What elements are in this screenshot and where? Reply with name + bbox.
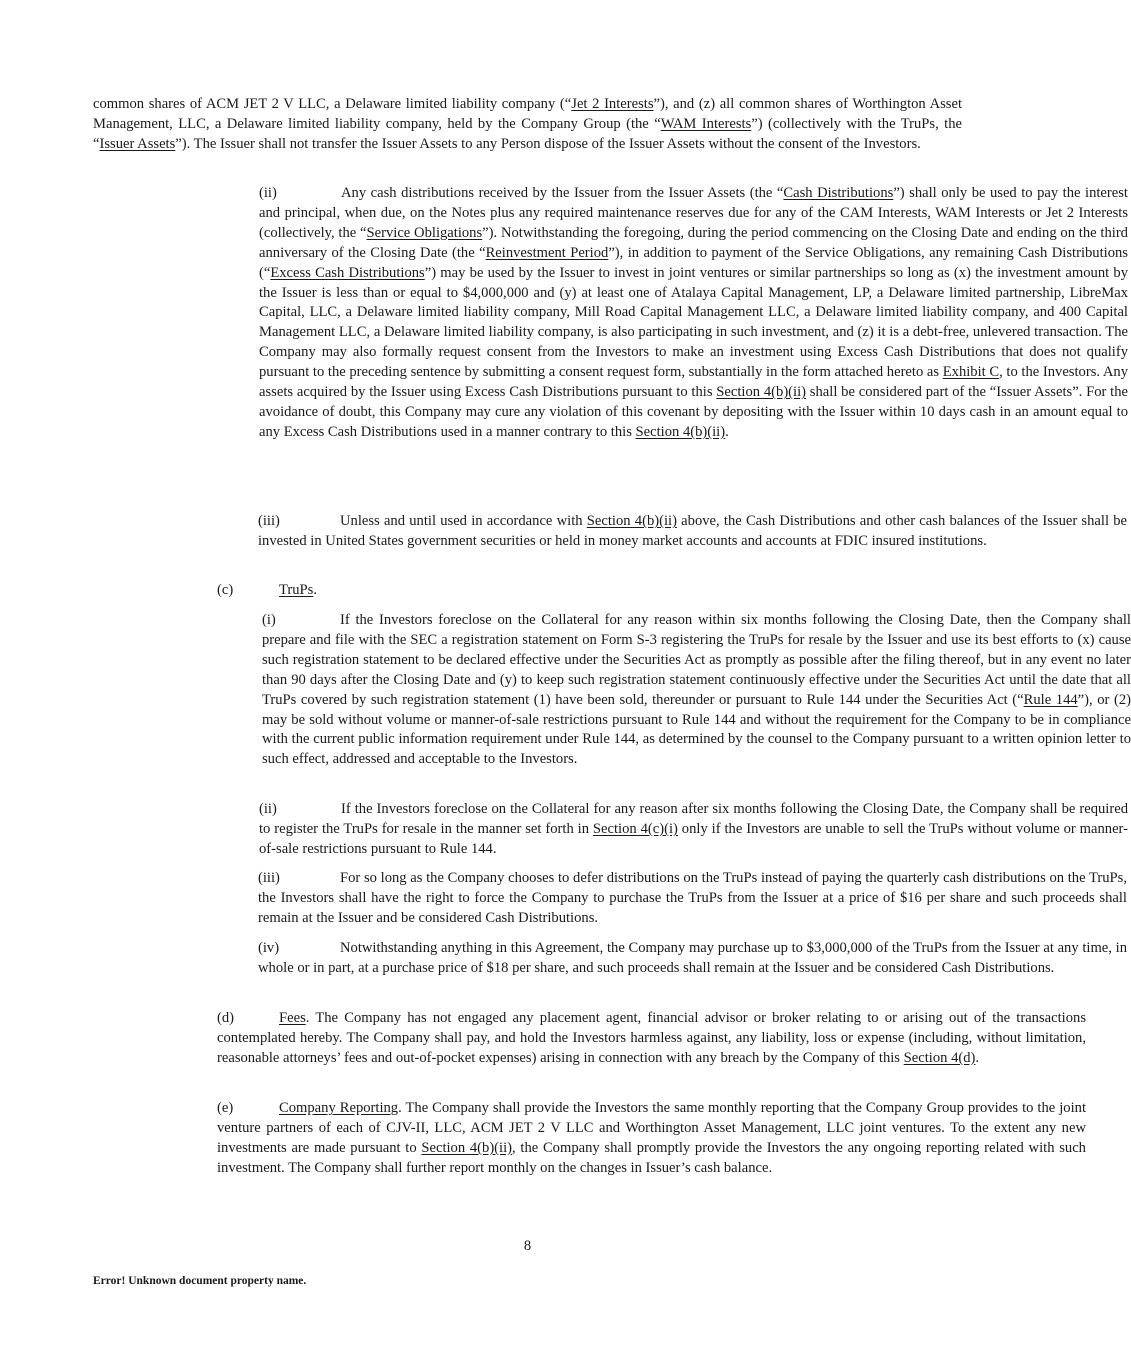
- term-issuer-assets: Issuer Assets: [99, 135, 176, 152]
- term-jet-2-interests: Jet 2 Interests: [571, 96, 654, 112]
- paragraph-c-ii: (ii) If the Investors foreclose on the Collateral for any reason after six months following the Closing Date, the Company shall be required to register the TruPs for resale in the manner set forth in Section 4(c)(i) only if the Investors are unable to sell the TruPs without volume or manner-of-sale restrictions pursuant to Rule 144.: [259, 801, 1128, 857]
- reference-section: Section 4(c)(i): [592, 820, 678, 837]
- clause-label: (ii): [259, 801, 277, 817]
- term-service-obligations: Service Obligations: [366, 224, 483, 241]
- clause-label: (d): [217, 1010, 235, 1026]
- paragraph-b-iii: (iii) Unless and until used in accordance with Section 4(b)(ii) above, the Cash Distributions and other cash balances of the Issuer shall be invested in United States government securities or held in money market accounts and accounts at FDIC insured institutions.: [258, 513, 1127, 549]
- paragraph-c-iii: (iii) For so long as the Company chooses to defer distributions on the TruPs instead of paying the quarterly cash distributions on the TruPs, the Investors shall have the right to force the Company to purchase the TruPs from the Issuer at a price of $16 per share and such proceeds shall remain at the Issuer and be considered Cash Distributions.: [258, 870, 1127, 926]
- clause-label: (iv): [258, 940, 280, 956]
- term-rule-144: Rule 144: [1023, 691, 1078, 708]
- clause-label: (iii): [258, 870, 280, 886]
- paragraph-d-fees: (d) Fees. The Company has not engaged any placement agent, financial advisor or broker relating to or arising out of the transactions contemplated hereby. The Company shall pay, and hold the Investors harmless against, any liability, loss or expense (including, without limitation, reasonable attorneys’ fees and out-of-pocket expenses) arising in connection with any breach by the Company of this Section 4(d).: [217, 1010, 1086, 1066]
- section-title: Fees: [279, 1010, 306, 1026]
- paragraph-c-iv: (iv) Notwithstanding anything in this Agreement, the Company may purchase up to $3,000,000 of the TruPs from the Issuer at any time, in whole or in part, at a purchase price of $18 per share, and such proceeds shall remain at the Issuer and be considered Cash Distributions.: [258, 940, 1127, 976]
- section-title: Company Reporting: [279, 1100, 399, 1116]
- clause-label: (ii): [259, 185, 277, 201]
- term-reinvestment-period: Reinvestment Period: [485, 244, 609, 261]
- reference-section: Section 4(b)(ii): [635, 423, 726, 440]
- paragraph-issuer-assets: common shares of ACM JET 2 V LLC, a Delaware limited liability company (“Jet 2 Interests”), and (z) all common shares of Worthington Asset Management, LLC, a Delaware limited liability company, held by the Company Group (the “WAM Interests”) (collectively with the TruPs, the “Issuer Assets”). The Issuer shall not transfer the Issuer Assets to any Person dispose of the Issuer Assets without the consent of the Investors.: [93, 96, 963, 152]
- paragraph-c-i: (i) If the Investors foreclose on the Collateral for any reason within six months following the Closing Date, then the Company shall prepare and file with the SEC a registration statement on Form S-3 registering the TruPs for resale by the Issuer and use its best efforts to (x) cause such registration statement to be declared effective under the Securities Act as promptly as possible after the filing thereof, but in any event no later than 90 days after the Closing Date and (y) to keep such registration statement continuously effective under the Securities Act until the date that all TruPs covered by such registration statement (1) have been sold, thereunder or pursuant to Rule 144 under the Securities Act (“Rule 144”), or (2) may be sold without volume or manner-of-sale restrictions pursuant to Rule 144 and without the requirement for the Company to be in compliance with the current public information requirement under Rule 144, as determined by the counsel to the Company pursuant to a written opinion letter to such effect, addressed and acceptable to the Investors.: [262, 612, 1131, 768]
- term-wam-interests: WAM Interests: [660, 115, 752, 132]
- clause-label: (i): [262, 612, 276, 628]
- page-number: 8: [523, 1238, 532, 1254]
- clause-label: (iii): [258, 513, 280, 529]
- clause-label: (c): [217, 582, 234, 598]
- reference-section: Section 4(d): [903, 1049, 976, 1066]
- paragraph-e-company-reporting: (e) Company Reporting. The Company shall provide the Investors the same monthly reporting that the Company Group provides to the joint venture partners of each of CJV-II, LLC, ACM JET 2 V LLC and Worthington Asset Management, LLC joint ventures. To the extent any new investments are made pursuant to Section 4(b)(ii), the Company shall promptly provide the Investors the any ongoing reporting related with such investment. The Company shall further report monthly on the changes in Issuer’s cash balance.: [217, 1100, 1086, 1176]
- reference-section: Section 4(b)(ii): [716, 384, 807, 401]
- reference-exhibit-c: Exhibit C: [942, 364, 1000, 381]
- reference-section: Section 4(b)(ii): [421, 1139, 513, 1156]
- clause-label: (e): [217, 1100, 234, 1116]
- heading-c-trups: (c) TruPs.: [93, 581, 1086, 601]
- paragraph-b-ii: (ii) Any cash distributions received by the Issuer from the Issuer Assets (the “Cash Distributions”) shall only be used to pay the interest and principal, when due, on the Notes plus any required maintenance reserves due for any of the CAM Interests, WAM Interests or Jet 2 Interests (collectively, the “Service Obligations”). Notwithstanding the foregoing, during the period commencing on the Closing Date and ending on the third anniversary of the Closing Date (the “Reinvestment Period”), in addition to payment of the Service Obligations, any remaining Cash Distributions (“Excess Cash Distributions”) may be used by the Issuer to invest in joint ventures or similar partnerships so long as (x) the investment amount by the Issuer is less than or equal to $4,000,000 and (y) at least one of Atalaya Capital Management, LP, a Delaware limited partnership, LibreMax Capital, LLC, a Delaware limited liability company, Mill Road Capital Management LLC, a Delaware limited liability company, and 400 Capital Management LLC, a Delaware limited liability company, is also participating in such investment, and (z) it is a debt-free, unlevered transaction. The Company may also formally request consent from the Investors to make an investment using Excess Cash Distributions that does not qualify pursuant to the preceding sentence by submitting a consent request form, substantially in the form attached hereto as Exhibit C, to the Investors. Any assets acquired by the Issuer using Excess Cash Distributions pursuant to this Section 4(b)(ii) shall be considered part of the “Issuer Assets”. For the avoidance of doubt, this Company may cure any violation of this covenant by depositing with the Issuer within 10 days cash in an amount equal to any Excess Cash Distributions used in a manner contrary to this Section 4(b)(ii).: [259, 185, 1129, 440]
- term-excess-cash-distributions: Excess Cash Distributions: [270, 264, 425, 281]
- term-cash-distributions: Cash Distributions: [783, 185, 894, 201]
- section-title: TruPs: [279, 582, 314, 598]
- reference-section: Section 4(b)(ii): [586, 513, 677, 529]
- footer-error-text: Error! Unknown document property name.: [93, 1275, 307, 1287]
